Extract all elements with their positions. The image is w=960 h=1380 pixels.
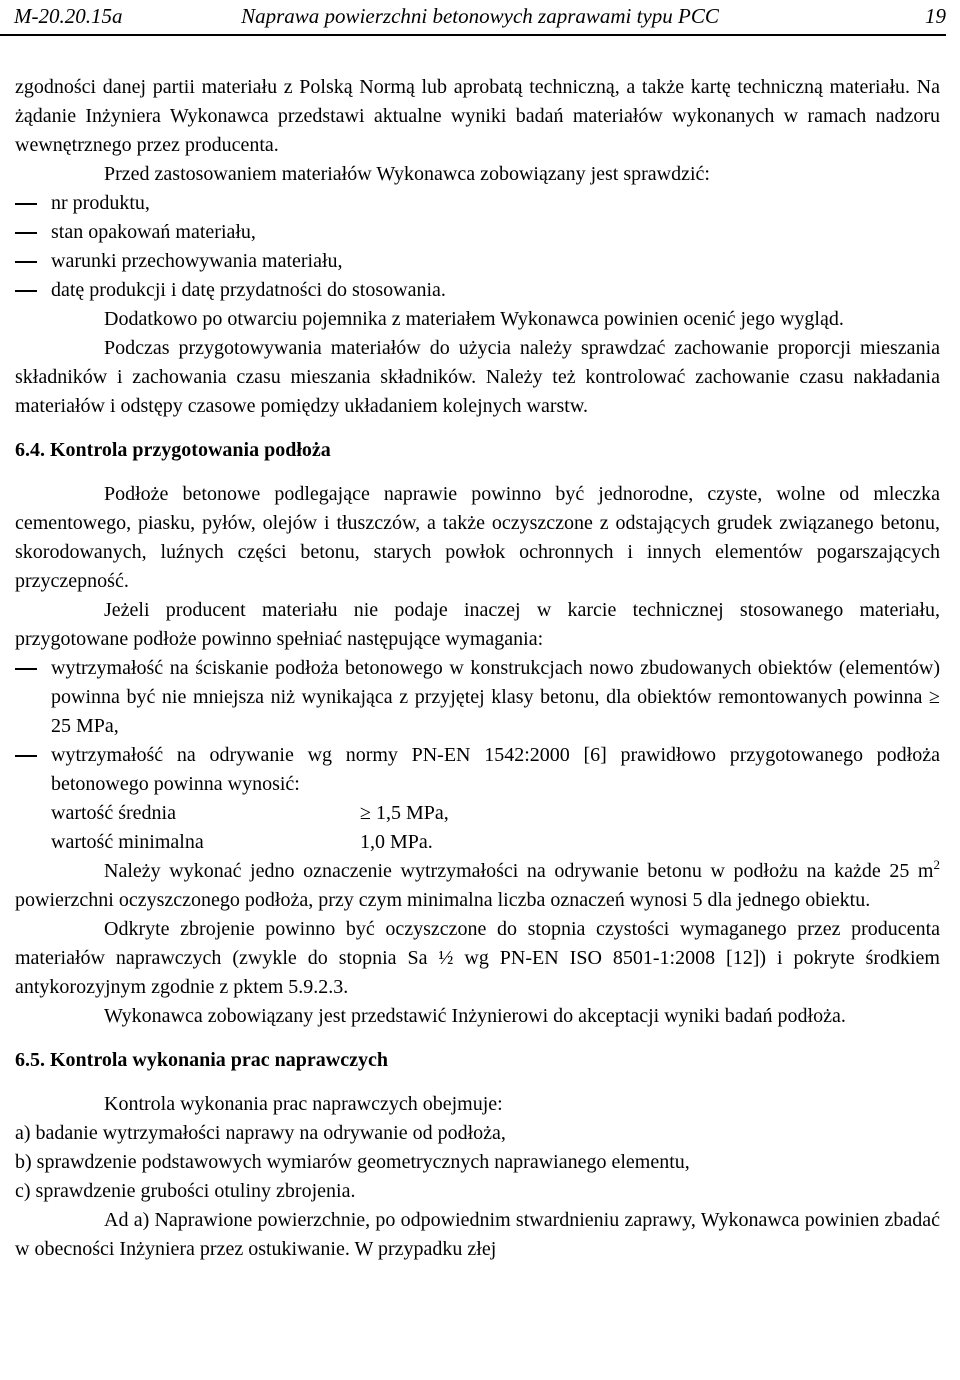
paragraph: Należy wykonać jedno oznaczenie wytrzymałości na odrywanie betonu w podłożu na każde 25 $m^2$ powierzchni oczyszczonego podłoża, przy czym minimalna liczba oznaczeń wynosi 5 dla jednego obiektu. (15, 857, 940, 911)
value-row (15, 799, 940, 828)
value-row (15, 828, 940, 857)
section-heading: 6.5. Kontrola wykonania prac naprawczych (15, 1049, 388, 1071)
paragraph: Jeżeli producent materiału nie podaje inaczej w karcie technicznej stosowanego materiału, przygotowane podłoże powinno spełniać następujące wymagania: (15, 599, 940, 650)
value-amount: 1,0 MPa. (360, 831, 433, 853)
list-item: datę produkcji i datę przydatności do stosowania. (15, 276, 940, 305)
list-item: a) badanie wytrzymałości naprawy na odrywanie od podłoża, (15, 1122, 506, 1144)
list-item: nr produktu, (15, 189, 940, 218)
page-number: 19 (925, 4, 946, 28)
document-body (15, 73, 940, 1264)
document-title: Naprawa powierzchni betonowych zaprawami typu PCC (241, 4, 719, 28)
page-header (14, 0, 946, 32)
paragraph: Wykonawca zobowiązany jest przedstawić Inżynierowi do akceptacji wyniki badań podłoża. (104, 1005, 846, 1027)
list-item: wytrzymałość na odrywanie wg normy PN-EN 1542:2000 [6] prawidłowo przygotowanego podłoża betonowego powinna wynosić: (15, 741, 940, 799)
document-code: M-20.20.15a (14, 4, 123, 28)
paragraph: Dodatkowo po otwarciu pojemnika z materiałem Wykonawca powinien ocenić jego wygląd. (104, 308, 844, 330)
paragraph: Ad a) Naprawione powierzchnie, po odpowiednim stwardnieniu zaprawy, Wykonawca powinien zbadać w obecności Inżyniera przez ostukiwanie. W przypadku złej (15, 1209, 940, 1260)
paragraph: zgodności danej partii materiału z Polską Normą lub aprobatą techniczną, a także kartę techniczną materiału. Na żądanie Inżyniera Wykonawca przedstawi aktualne wyniki badań materiałów wykonanych w ramach nadzoru wewnętrznego przez producenta. (15, 76, 940, 156)
header-rule (0, 34, 946, 36)
list-item: warunki przechowywania materiału, (15, 247, 940, 276)
section-heading: 6.4. Kontrola przygotowania podłoża (15, 439, 331, 461)
list-item: b) sprawdzenie podstawowych wymiarów geometrycznych naprawianego elementu, (15, 1151, 690, 1173)
list-item: wytrzymałość na ściskanie podłoża betonowego w konstrukcjach nowo zbudowanych obiektów (elementów) powinna być nie mniejsza niż wynikająca z przyjętej klasy betonu, dla obiektów remontowanych powinna ≥ 25 MPa, (15, 654, 940, 741)
paragraph: Przed zastosowaniem materiałów Wykonawca zobowiązany jest sprawdzić: (104, 163, 710, 185)
list-item: c) sprawdzenie grubości otuliny zbrojenia. (15, 1180, 356, 1202)
value-amount: ≥ 1,5 MPa, (360, 802, 449, 824)
value-label: wartość minimalna (51, 831, 204, 853)
paragraph: Podczas przygotowywania materiałów do użycia należy sprawdzać zachowanie proporcji mieszania składników i zachowania czasu mieszania składników. Należy też kontrolować zachowanie czasu nakładania materiałów i odstępy czasowe pomiędzy układaniem kolejnych warstw. (15, 337, 940, 417)
paragraph: Odkryte zbrojenie powinno być oczyszczone do stopnia czystości wymaganego przez producenta materiałów naprawczych (zwykle do stopnia Sa ½ wg PN-EN ISO 8501-1:2008 [12]) i pokryte środkiem antykorozyjnym zgodnie z pktem 5.9.2.3. (15, 918, 940, 998)
list-item: stan opakowań materiału, (15, 218, 940, 247)
value-label: wartość średnia (51, 802, 176, 824)
paragraph: Podłoże betonowe podlegające naprawie powinno być jednorodne, czyste, wolne od mleczka cementowego, piasku, pyłów, olejów i tłuszczów, a także oczyszczone z odstających grudek związanego betonu, skorodowanych, luźnych części betonu, starych powłok ochronnych i innych elementów pogarszających przyczepność. (15, 483, 940, 592)
paragraph: Kontrola wykonania prac naprawczych obejmuje: (104, 1093, 503, 1115)
